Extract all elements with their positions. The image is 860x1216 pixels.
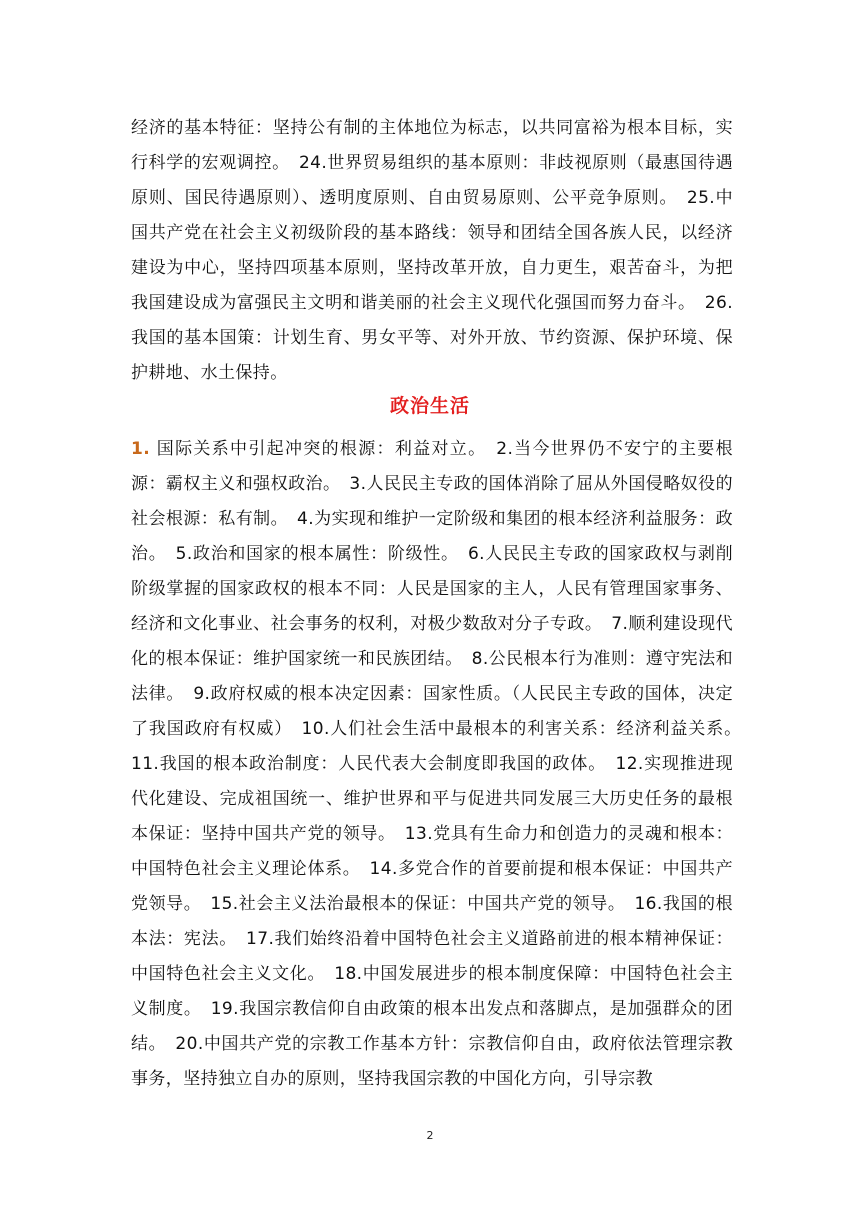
continuation-paragraph: 经济的基本特征：坚持公有制的主体地位为标志，以共同富裕为根本目标，实行科学的宏观调控。 24.世界贸易组织的基本原则：非歧视原则（最惠国待遇原则、国民待遇原则）、透明度原则、自由贸易原则、公平竞争原则。 25.中国共产党在社会主义初级阶段的基本路线：领导和团结全国各族人民，以经济建设为中心，坚持四项基本原则，坚持改革开放，自力更生，艰苦奋斗，为把我国建设成为富强民主文明和谐美丽的社会主义现代化强国而努力奋斗。 26.我国的基本国策：计划生育、男女平等、对外开放、节约资源、保护环境、保护耕地、水土保持。 bbox=[131, 118, 733, 383]
first-item-number: 1. bbox=[131, 439, 151, 459]
section-heading: 政治生活 bbox=[389, 395, 470, 417]
section-paragraph bbox=[131, 432, 751, 1097]
page-number: 2 bbox=[426, 1129, 434, 1142]
section-paragraph-text: 国际关系中引起冲突的根源：利益对立。 2.当今世界仍不安宁的主要根源：霸权主义和强权政治。 3.人民民主专政的国体消除了屈从外国侵略奴役的社会根源：私有制。 4.为实现和维护一定阶级和集团的根本经济利益服务：政治。 5.政治和国家的根本属性：阶级性。 6.人民民主专政的国家政权与剥削阶级掌握的国家政权的根本不同：人民是国家的主人，人民有管理国家事务、经济和文化事业、社会事务的权利，对极少数敌对分子专政。 7.顺利建设现代化的根本保证：维护国家统一和民族团结。 8.公民根本行为准则：遵守宪法和法律。 9.政府权威的根本决定因素：国家性质。（人民民主专政的国体，决定了我国政府有权威） 10.人们社会生活中最根本的利害关系：经济利益关系。 11.我国的根本政治制度：人民代表大会制度即我国的政体。 12.实现推进现代化建设、完成祖国统一、维护世界和平与促进共同发展三大历史任务的最根本保证：坚持中国共产党的领导。 13.党具有生命力和创造力的灵魂和根本：中国特色社会主义理论体系。 14.多党合作的首要前提和根本保证：中国共产党领导。 15.社会主义法治最根本的保证：中国共产党的领导。 16.我国的根本法：宪法。 17.我们始终沿着中国特色社会主义道路前进的根本精神保证：中国特色社会主义文化。 18.中国发展进步的根本制度保障：中国特色社会主义制度。 19.我国宗教信仰自由政策的根本出发点和落脚点，是加强群众的团结。 20.中国共产党的宗教工作基本方针：宗教信仰自由，政府依法管理宗教事务，坚持独立自办的原则，坚持我国宗教的中国化方向，引导宗教 bbox=[131, 439, 751, 1089]
